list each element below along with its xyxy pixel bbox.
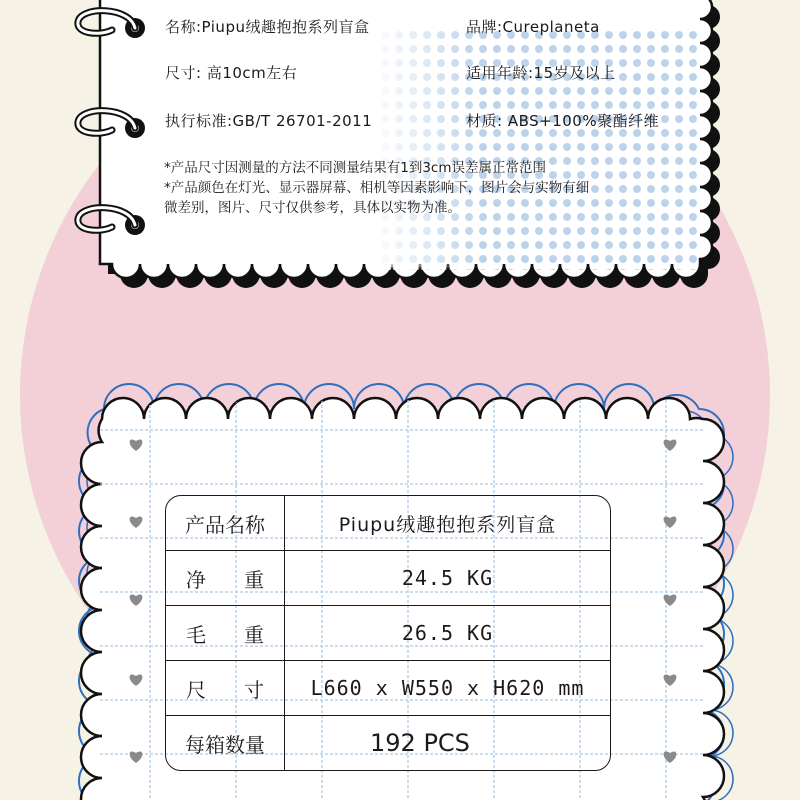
value-gross-weight: 26.5 KG <box>285 606 610 661</box>
age-range: 适用年龄:15岁及以上 <box>466 64 616 82</box>
product-name: 名称:Piupu绒趣抱抱系列盲盒 <box>165 18 370 36</box>
brand: 品牌:Cureplaneta <box>466 18 600 36</box>
table-row <box>166 496 610 551</box>
value-dimensions: L660 x W550 x H620 mm <box>285 661 610 716</box>
value-net-weight: 24.5 KG <box>285 551 610 606</box>
table-row <box>166 551 610 606</box>
note-line-3: 微差别，图片、尺寸仅供参考，具体以实物为准。 <box>164 200 461 216</box>
label-gross-weight: 毛 重 <box>166 606 285 661</box>
value-product-name: Piupu绒趣抱抱系列盲盒 <box>285 496 610 551</box>
material: 材质: ABS+100%聚酯纤维 <box>466 112 660 130</box>
table-row <box>166 661 610 716</box>
label-product-name: 产品名称 <box>166 496 285 551</box>
note-line-2: *产品颜色在灯光、显示器屏幕、相机等因素影响下，图片会与实物有细 <box>164 180 590 196</box>
note-line-1: *产品尺寸因测量的方法不同测量结果有1到3cm误差属正常范围 <box>164 160 547 176</box>
table-row <box>166 606 610 661</box>
table-row <box>166 716 610 770</box>
value-quantity-per-box: 192 PCS <box>370 729 470 757</box>
label-net-weight: 净 重 <box>166 551 285 606</box>
label-dimensions: 尺 寸 <box>166 661 285 716</box>
label-quantity-per-box: 每箱数量 <box>166 716 285 770</box>
size: 尺寸: 高10cm左右 <box>165 64 298 82</box>
standard: 执行标准:GB/T 26701-2011 <box>165 112 373 130</box>
spec-table <box>165 495 611 771</box>
